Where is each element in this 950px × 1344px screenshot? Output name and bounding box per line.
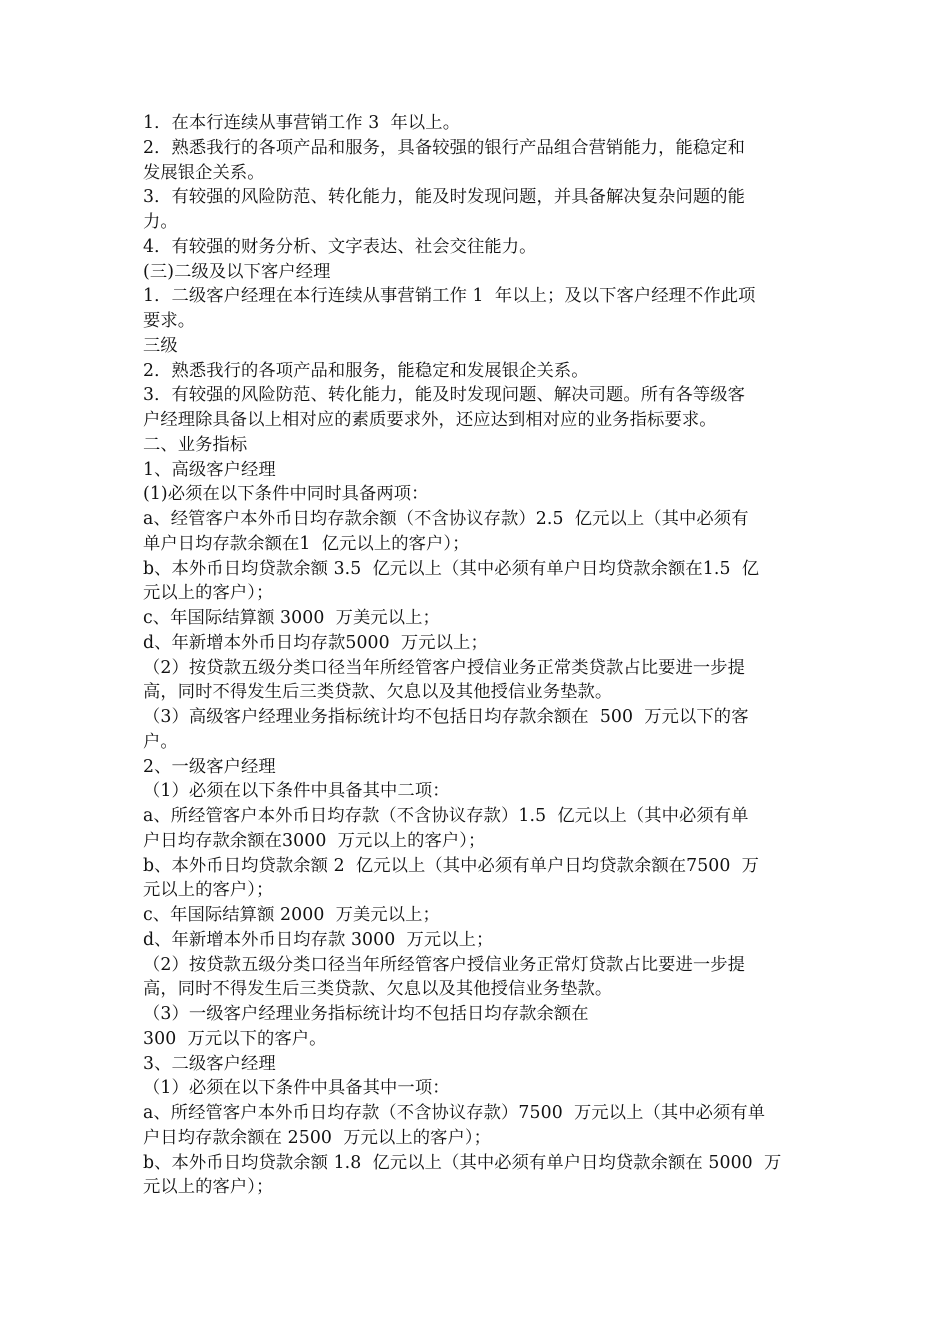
subsection-heading: 1、高级客户经理 xyxy=(143,459,276,480)
text-line: 4．有较强的财务分析、文字表达、社会交往能力。 xyxy=(143,236,537,257)
text-line: 3．有较强的风险防范、转化能力，能及时发现问题，并具备解决复杂问题的能 xyxy=(143,187,746,208)
text-line: 要求。 xyxy=(143,311,196,331)
text-line: 户日均存款余额在 2500 万元以上的客户）； xyxy=(143,1127,491,1148)
text-line: 2．熟悉我行的各项产品和服务，能稳定和发展银企关系。 xyxy=(143,360,589,381)
subsection-heading: 2、一级客户经理 xyxy=(143,756,276,777)
text-line: a、所经管客户本外币日均存款（不含协议存款）7500 万元以上（其中必须有单 xyxy=(143,1103,766,1123)
text-line: 高，同时不得发生后三类贷款、欠息以及其他授信业务垫款。 xyxy=(143,682,613,703)
text-line: 2．熟悉我行的各项产品和服务，具备较强的银行产品组合营销能力，能稳定和 xyxy=(143,137,746,158)
text-line: 力。 xyxy=(143,212,178,232)
text-line: 3．有较强的风险防范、转化能力，能及时发现问题、解决司题。所有各等级客 xyxy=(143,385,746,406)
text-line: 300 万元以下的客户。 xyxy=(143,1028,327,1049)
text-line: a、所经管客户本外币日均存款（不含协议存款）1.5 亿元以上（其中必须有单 xyxy=(143,806,749,826)
text-line: 元以上的客户）； xyxy=(143,1177,274,1198)
text-line: d、年新增本外币日均存款 3000 万元以上； xyxy=(143,929,494,950)
text-line: c、年国际结算额 3000 万美元以上； xyxy=(143,608,440,628)
text-line: 1．在本行连续从事营销工作 3 年以上。 xyxy=(143,113,461,133)
section-heading: (三)二级及以下客户经理 xyxy=(143,261,331,282)
text-line: 元以上的客户）； xyxy=(143,880,274,901)
text-line: （2）按贷款五级分类口径当年所经管客户授信业务正常类贷款占比要进一步提 xyxy=(143,657,746,678)
text-line: （3）高级客户经理业务指标统计均不包括日均存款余额在 500 万元以下的客 xyxy=(143,707,749,727)
text-line: (1)必须在以下条件中同时具备两项： xyxy=(143,484,429,505)
text-line: a、经管客户本外币日均存款余额（不含协议存款）2.5 亿元以上（其中必须有 xyxy=(143,509,749,529)
text-line: 户。 xyxy=(143,731,178,752)
text-line: （3）一级客户经理业务指标统计均不包括日均存款余额在 xyxy=(143,1004,589,1024)
text-line: 高，同时不得发生后三类贷款、欠息以及其他授信业务垫款。 xyxy=(143,979,613,1000)
section-heading: 二、业务指标 xyxy=(143,434,248,455)
document-body xyxy=(143,111,811,1200)
text-line: b、本外币日均贷款余额 1.8 亿元以上（其中必须有单户日均贷款余额在 5000 万 xyxy=(143,1152,782,1173)
text-line: 户日均存款余额在3000 万元以上的客户）； xyxy=(143,830,486,851)
text-line: 三级 xyxy=(143,335,178,356)
text-line: 1．二级客户经理在本行连续从事营销工作 1 年以上；及以下客户经理不作此项 xyxy=(143,286,756,307)
text-line: 发展银企关系。 xyxy=(143,162,265,183)
text-line: b、本外币日均贷款余额 2 亿元以上（其中必须有单户日均贷款余额在7500 万 xyxy=(143,855,760,876)
text-line: c、年国际结算额 2000 万美元以上； xyxy=(143,905,440,925)
subsection-heading: 3、二级客户经理 xyxy=(143,1053,276,1074)
text-line: （1）必须在以下条件中具备其中一项： xyxy=(143,1078,450,1099)
text-line: 户经理除具备以上相对应的素质要求外，还应达到相对应的业务指标要求。 xyxy=(143,410,717,430)
text-line: 元以上的客户）； xyxy=(143,583,274,604)
text-line: d、年新增本外币日均存款5000 万元以上； xyxy=(143,632,488,653)
text-line: （1）必须在以下条件中具备其中二项： xyxy=(143,781,450,802)
text-line: （2）按贷款五级分类口径当年所经管客户授信业务正常灯贷款占比要进一步提 xyxy=(143,954,746,975)
text-line: 单户日均存款余额在1 亿元以上的客户）； xyxy=(143,533,470,554)
text-line: b、本外币日均贷款余额 3.5 亿元以上（其中必须有单户日均贷款余额在1.5 亿 xyxy=(143,558,760,579)
